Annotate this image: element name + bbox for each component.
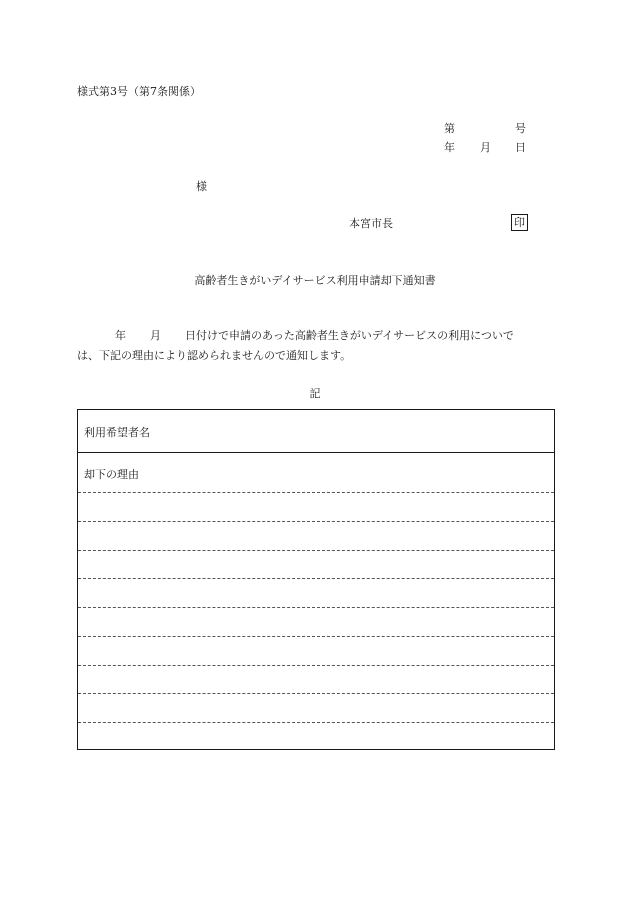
body-month-label: 月 (150, 329, 161, 342)
date-year-label: 年 (444, 141, 455, 154)
reason-line (78, 636, 554, 637)
reason-line (78, 578, 554, 579)
reason-line (78, 521, 554, 522)
document-number-suffix: 号 (515, 122, 526, 135)
applicant-name-label: 利用希望者名 (84, 426, 150, 439)
reason-line (78, 693, 554, 694)
issuer-title: 本宮市長 (349, 217, 393, 230)
addressee-honorific: 様 (196, 180, 207, 193)
reason-line (78, 607, 554, 608)
body-line1-text: 日付けで申請のあった高齢者生きがいデイサービスの利用についで (185, 329, 514, 342)
seal-mark: 印 (511, 214, 528, 231)
applicant-row (78, 410, 554, 453)
date-month-label: 月 (480, 141, 491, 154)
ki-heading: 記 (309, 387, 321, 400)
document-title: 高齢者生きがいデイサービス利用申請却下通知書 (194, 274, 436, 287)
date-day-label: 日 (515, 141, 526, 154)
reason-line (78, 550, 554, 551)
document-number-prefix: 第 (444, 122, 455, 135)
reason-line (78, 665, 554, 666)
body-year-label: 年 (115, 329, 126, 342)
reason-line (78, 492, 554, 493)
form-number: 様式第3号（第7条関係） (77, 85, 201, 98)
rejection-reason-label: 却下の理由 (84, 468, 139, 481)
body-paragraph-line2: は、下記の理由により認められませんので通知します。 (77, 349, 352, 362)
reason-line (78, 722, 554, 723)
record-table (77, 409, 555, 750)
